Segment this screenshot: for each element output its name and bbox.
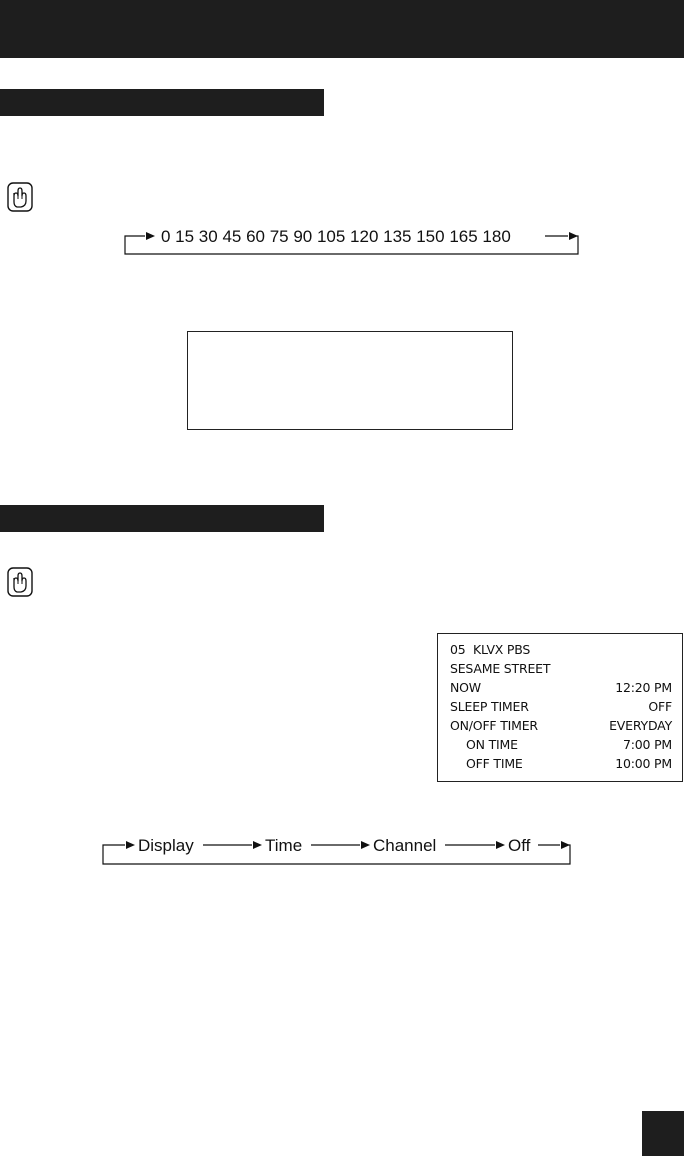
osd-value: EVERYDAY: [609, 718, 672, 733]
display-cycle-item-display: Display: [138, 836, 194, 855]
on-screen-display-panel: [437, 633, 683, 782]
osd-value: 12:20 PM: [615, 680, 672, 695]
osd-row-on-time: [450, 735, 672, 754]
display-cycle-diagram: [0, 800, 684, 880]
osd-channel-line: [450, 640, 672, 659]
display-cycle-item-channel: Channel: [373, 836, 437, 855]
osd-label: NOW: [450, 680, 481, 695]
sleep-timer-values: 0 15 30 45 60 75 90 105 120 135 150 165 180: [161, 227, 511, 246]
osd-row-now: [450, 678, 672, 697]
display-cycle-item-off: Off: [508, 836, 531, 855]
sleep-timer-cycle-diagram: [0, 0, 684, 300]
page-number-tab: [642, 1111, 684, 1156]
pointing-hand-icon: [7, 567, 33, 597]
osd-program-text: SESAME STREET: [450, 661, 551, 676]
osd-row-off-time: [450, 754, 672, 773]
section-title-bar-display: [0, 505, 324, 532]
osd-program-line: [450, 659, 672, 678]
osd-label: ON/OFF TIMER: [450, 718, 538, 733]
osd-row-on-off-timer: [450, 716, 672, 735]
osd-label: ON TIME: [466, 737, 518, 752]
screen-display-box: [187, 331, 513, 430]
osd-channel-text: 05 KLVX PBS: [450, 642, 531, 657]
osd-label: SLEEP TIMER: [450, 699, 529, 714]
osd-value: 10:00 PM: [615, 756, 672, 771]
osd-value: 7:00 PM: [623, 737, 672, 752]
osd-value: OFF: [648, 699, 672, 714]
osd-label: OFF TIME: [466, 756, 523, 771]
display-cycle-item-time: Time: [265, 836, 303, 855]
osd-row-sleep-timer: [450, 697, 672, 716]
